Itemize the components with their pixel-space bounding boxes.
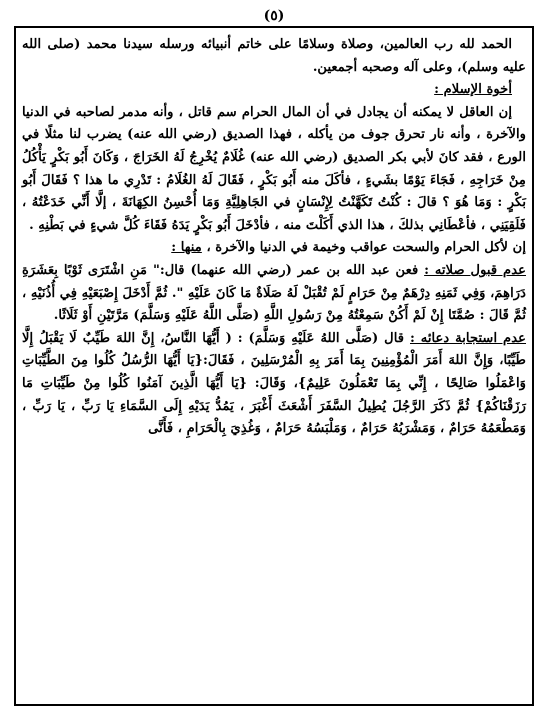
opening-paragraph: الحمد لله رب العالمين، وصلاة وسلامًا على خاتم أنبيائه ورسله سيدنا محمد (صلى الله عليه وسلم)، وعلى آله وصحبه أجمعين.	[22, 37, 526, 75]
paragraph-2	[22, 237, 526, 260]
page-number: (٥)	[263, 8, 285, 24]
item-2-title: عدم استجابة دعائه :	[410, 330, 527, 346]
document-page	[14, 4, 534, 708]
item-2-text: قال (صَلَّى اللهُ عَلَيْهِ وَسَلَّمَ) : ( أَيُّهَا النَّاسُ، إِنَّ اللهَ طَيِّبٌ لَا يَقْبَلُ إِلَّا طَيِّبًا، وَإِنَّ اللهَ أَمَرَ الْمُؤْمِنِينَ بِمَا أَمَرَ بِهِ الْمُرْسَلِينَ ، فَقَالَ:{يَا أَيُّهَا الرُّسُلُ كُلُوا مِنَ الطَّيِّبَاتِ وَاعْمَلُوا صَالِحًا ، إِنِّي بِمَا تَعْمَلُونَ عَلِيمٌ}، وَقَالَ: {يَا أَيُّهَا الَّذِينَ آمَنُوا كُلُوا مِنْ طَيِّبَاتِ مَا رَزَقْنَاكُمْ} ثُمَّ ذَكَرَ الرَّجُلَ يُطِيلُ السَّفَرَ أَشْعَثَ أَغْبَرَ ، يَمُدُّ يَدَيْهِ إِلَى السَّمَاءِ يَا رَبِّ ، يَا رَبِّ ، وَمَطْعَمُهُ حَرَامٌ ، وَمَشْرَبُهُ حَرَامٌ ، وَمَلْبَسُهُ حَرَامٌ ، وَغُذِيَ بِالْحَرَامِ ، فَأَنَّى	[22, 330, 526, 437]
paragraph-1: إن العاقل لا يمكنه أن يجادل في أن المال الحرام سم قاتل ، وأنه مدمر لصاحبه في الدنيا والآخرة ، وأنه نار تحرق جوف من يأكله ، فهذا الصديق (رضي الله عنه) يضرب لنا مثلًا في الورع ، فقد كانَ لأبي بكر الصديق (رضي الله عنه) غُلَامٌ يُخْرِجُ لَهُ الخَرَاجَ ، وَكَانَ أَبُو بَكْرٍ يَأْكُلُ مِنْ خَرَاجِهِ ، فَجَاءَ يَوْمًا بشَيءٍ ، فأكَلَ منه أَبُو بَكْرٍ ، فَقَالَ لَهُ الغُلَامُ : تَدْرِي ما هذا ؟ فَقَالَ أَبُو بَكْرٍ : وَمَا هُوَ ؟ قالَ : كُنْتُ تَكَهَّنْتُ لِإِنْسَانٍ في الجَاهِلِيَّةِ وَمَا أُحْسِنُ الكِهَانَةَ ، إلَّا أَنِّي خَدَعْتُهُ ، فَلَقِيَنِي ، فأعْطَانِي بذلكَ ، هذا الذي أَكَلْتَ منه ، فأدْخَلَ أَبُو بَكْرٍ يَدَهُ فَقَاءَ كُلَّ شيءٍ في بَطْنِهِ .	[22, 104, 526, 233]
page-content	[22, 34, 526, 700]
paragraph-2-bold: منها :	[171, 240, 202, 256]
section-heading	[22, 79, 526, 102]
item-1	[22, 260, 526, 328]
item-1-text: فعن عبد الله بن عمر (رضي الله عنهما) قال:" مَنِ اشْتَرَى ثَوْبًا بِعَشَرَةِ دَرَاهِمَ، وَفِي ثَمَنِهِ دِرْهَمٌ مِنْ حَرَامٍ لَمْ تُقْبَلْ لَهُ صَلَاةٌ مَا كَانَ عَلَيْهِ ". ثُمَّ أَدْخَلَ إِصْبَعَيْهِ فِي أُذُنَيْهِ ، ثُمَّ قَالَ : صُمَّتَا إِنْ لَمْ أَكُنْ سَمِعْتُهُ مِنْ رَسُولِ اللَّهِ (صَلَّى اللَّهُ عَلَيْهِ وَسَلَّمَ) مَرَّتَيْنِ أَوْ ثَلَاثًا.	[22, 262, 526, 324]
item-2	[22, 328, 526, 441]
item-1-title: عدم قبول صلاته :	[424, 262, 526, 278]
section-title: أخوة الإسلام :	[434, 82, 512, 98]
paragraph-2-text: إن لأكل الحرام والسحت عواقب وخيمة في الدنيا والآخرة ،	[206, 240, 526, 256]
